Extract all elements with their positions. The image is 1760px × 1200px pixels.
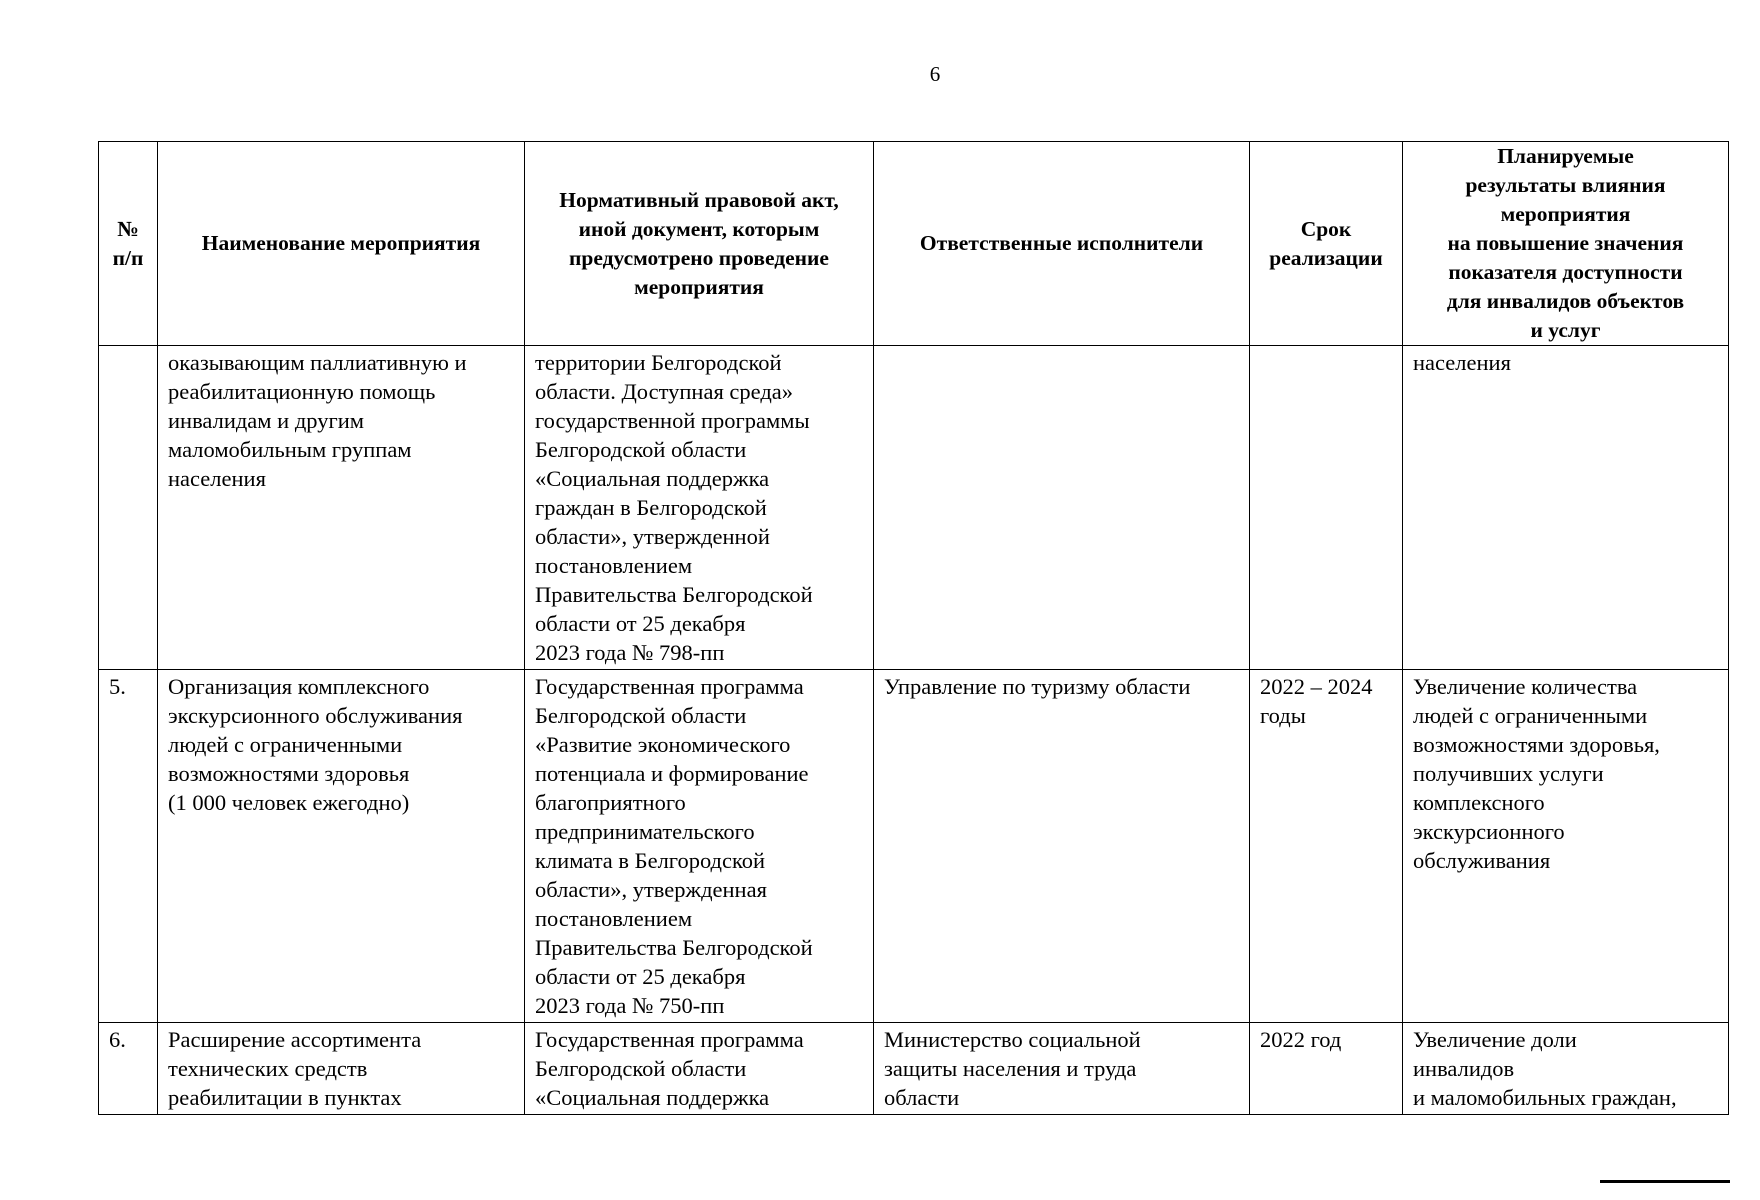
- header-number: № п/п: [99, 142, 158, 346]
- table-row: [99, 346, 1729, 670]
- header-measure-name: Наименование мероприятия: [158, 142, 525, 346]
- cell-measure-name: Организация комплексного экскурсионного обслуживания людей с ограниченными возможностями здоровья (1 000 человек ежегодно): [158, 670, 525, 1023]
- cell-number: [99, 346, 158, 670]
- cell-legal-act: территории Белгородской области. Доступная среда» государственной программы Белгородской области «Социальная поддержка граждан в Белгородской области», утвержденной постановлением Правительства Белгородской области от 25 декабря 2023 года № 798-пп: [525, 346, 874, 670]
- table-row: [99, 670, 1729, 1023]
- cell-responsible: Управление по туризму области: [874, 670, 1250, 1023]
- cell-result: Увеличение доли инвалидов и маломобильных граждан,: [1403, 1023, 1729, 1115]
- header-term: Срок реализации: [1250, 142, 1403, 346]
- header-responsible: Ответственные исполнители: [874, 142, 1250, 346]
- header-legal-act: Нормативный правовой акт, иной документ, которым предусмотрено проведение мероприятия: [525, 142, 874, 346]
- cell-term: [1250, 346, 1403, 670]
- cell-term: 2022 год: [1250, 1023, 1403, 1115]
- header-planned-results: Планируемые результаты влияния мероприятия на повышение значения показателя доступности для инвалидов объектов и услуг: [1403, 142, 1729, 346]
- table-header-row: [99, 142, 1729, 346]
- cell-result: населения: [1403, 346, 1729, 670]
- cell-number: 5.: [99, 670, 158, 1023]
- measures-table: [98, 141, 1729, 1115]
- table-row: [99, 1023, 1729, 1115]
- cell-number: 6.: [99, 1023, 158, 1115]
- cell-measure-name: Расширение ассортимента технических средств реабилитации в пунктах: [158, 1023, 525, 1115]
- cell-responsible: Министерство социальной защиты населения и труда области: [874, 1023, 1250, 1115]
- page-number: 6: [929, 62, 941, 86]
- cell-legal-act: Государственная программа Белгородской области «Социальная поддержка: [525, 1023, 874, 1115]
- cell-responsible: [874, 346, 1250, 670]
- cell-measure-name: оказывающим паллиативную и реабилитационную помощь инвалидам и другим маломобильным группам населения: [158, 346, 525, 670]
- cell-term: 2022 – 2024 годы: [1250, 670, 1403, 1023]
- cell-result: Увеличение количества людей с ограниченными возможностями здоровья, получивших услуги комплексного экскурсионного обслуживания: [1403, 670, 1729, 1023]
- cell-legal-act: Государственная программа Белгородской области «Развитие экономического потенциала и формирование благоприятного предпринимательского климата в Белгородской области», утвержденная постановлением Правительства Белгородской области от 25 декабря 2023 года № 750-пп: [525, 670, 874, 1023]
- scan-edge-mark: [1600, 1180, 1730, 1183]
